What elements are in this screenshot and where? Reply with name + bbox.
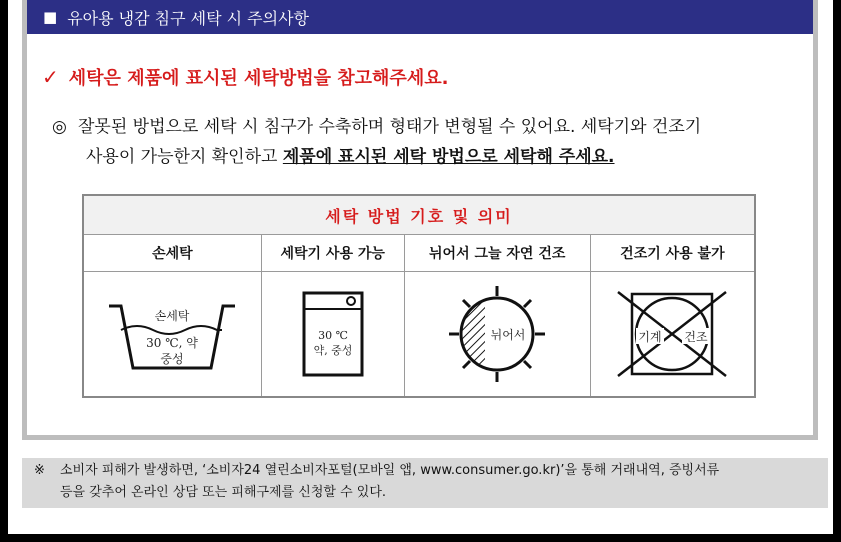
dry-flat-label: 뉘어서 — [490, 328, 526, 342]
no-tumble-dry-right-label: 건조 — [684, 330, 708, 344]
reference-mark-icon: ※ — [34, 463, 45, 478]
section-title: 유아용 냉감 침구 세탁 시 주의사항 — [67, 8, 310, 28]
column-header-machine-wash: 세탁기 사용 가능 — [261, 235, 404, 272]
page — [8, 0, 833, 534]
washing-machine-icon — [298, 289, 368, 379]
paragraph-line-2-emphasis: 제품에 표시된 세탁 방법으로 세탁해 주세요. — [282, 147, 615, 167]
machine-wash-detergent-label: 약, 중성 — [313, 344, 353, 357]
column-header-no-tumble-dry: 건조기 사용 불가 — [590, 235, 755, 272]
checkmark-icon: ✓ — [42, 65, 59, 89]
dry-flat-shade-icon — [442, 282, 552, 386]
machine-wash-cell — [261, 272, 404, 398]
consumer-notice-line-1: 소비자 피해가 발생하면, ‘소비자24 열린소비자포털(모바일 앱, www.consumer.go.kr)’을 통해 거래내역, 증빙서류 — [60, 463, 720, 478]
column-header-hand-wash: 손세탁 — [83, 235, 261, 272]
square-bullet-icon: ■ — [43, 8, 58, 26]
no-tumble-dry-cell — [590, 272, 755, 398]
consumer-notice-line-2: 등을 갖추어 온라인 상담 또는 피해구제를 신청할 수 있다. — [60, 485, 387, 500]
machine-wash-temp-label: 30 ℃ — [317, 329, 348, 342]
care-symbol-table — [82, 194, 756, 398]
warning-line — [42, 64, 448, 90]
paragraph-line-2-plain: 사용이 가능한지 확인하고 — [86, 147, 283, 167]
hand-wash-top-label: 손세탁 — [154, 309, 190, 323]
hand-wash-cell — [83, 272, 261, 398]
hand-wash-temp-label: 30 ℃, 약 — [146, 336, 199, 350]
double-circle-bullet-icon: ◎ — [52, 117, 67, 137]
section-header — [27, 0, 813, 34]
no-tumble-dry-left-label: 기계 — [638, 330, 662, 344]
paragraph-line-2 — [52, 142, 812, 172]
paragraph-line-1: 잘못된 방법으로 세탁 시 침구가 수축하며 형태가 변형될 수 있어요. 세탁기와 건조기 — [78, 117, 702, 137]
hand-wash-detergent-label: 중성 — [160, 352, 184, 366]
hand-wash-icon — [107, 292, 237, 376]
table-caption: 세탁 방법 기호 및 의미 — [83, 195, 755, 235]
warning-text: 세탁은 제품에 표시된 세탁방법을 참고해주세요. — [68, 68, 449, 89]
consumer-notice — [22, 458, 828, 508]
care-instruction-paragraph — [52, 112, 812, 172]
no-tumble-dry-icon — [612, 288, 732, 380]
dry-flat-cell — [404, 272, 590, 398]
column-header-dry-flat: 뉘어서 그늘 자연 건조 — [404, 235, 590, 272]
